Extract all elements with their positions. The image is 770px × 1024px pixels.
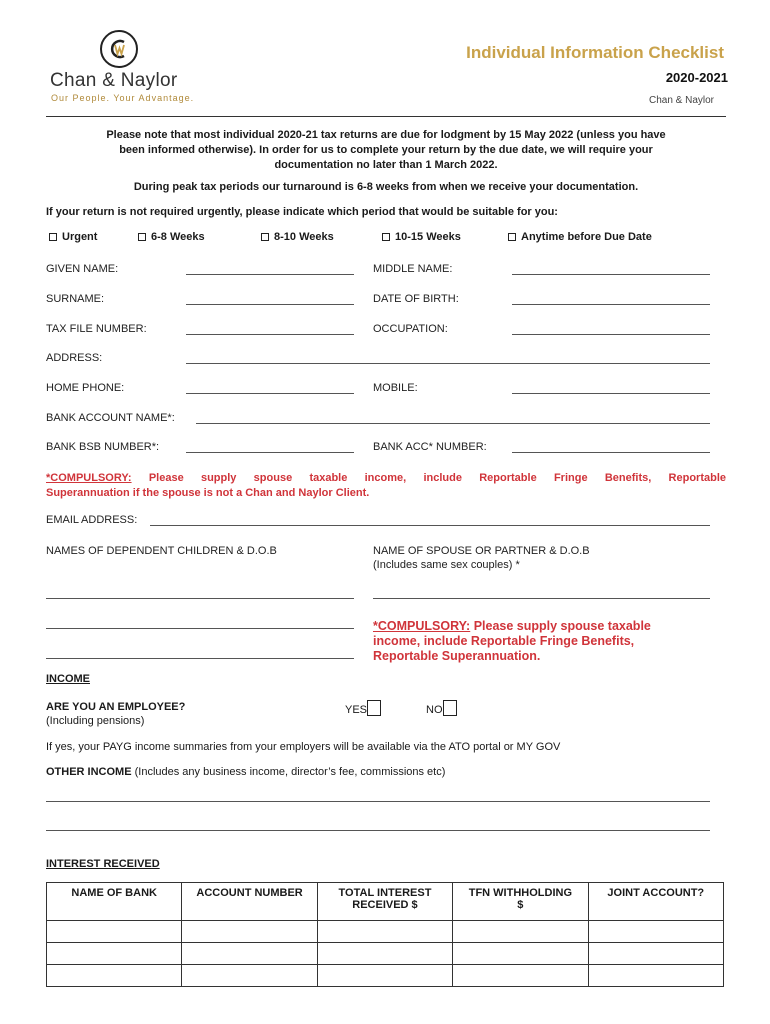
- children-field-3[interactable]: [46, 658, 354, 659]
- checkbox-icon[interactable]: [261, 233, 269, 241]
- table-cell[interactable]: [588, 965, 723, 987]
- dob-field[interactable]: [512, 304, 710, 305]
- employee-no-option[interactable]: NO: [426, 700, 457, 716]
- middle-name-label: MIDDLE NAME:: [373, 263, 453, 275]
- income-heading: INCOME: [46, 673, 90, 685]
- checkbox-icon[interactable]: [367, 700, 381, 716]
- home-phone-label: HOME PHONE:: [46, 382, 125, 394]
- table-cell[interactable]: [453, 921, 588, 943]
- spouse-compulsory-note: *COMPULSORY: Please supply spouse taxable income, include Reportable Fringe Benefits, Reportable Superannuation.: [373, 619, 651, 663]
- compulsory-note: *COMPULSORY: Please supply spouse taxable income, include Reportable Fringe Benefits, Reportable Superannuation if the spouse is not a Chan and Naylor Client.: [46, 472, 726, 499]
- interest-table: [46, 882, 724, 987]
- checkbox-icon[interactable]: [382, 233, 390, 241]
- spouse-field[interactable]: [373, 598, 710, 599]
- table-cell[interactable]: [317, 943, 452, 965]
- checkbox-icon[interactable]: [49, 233, 57, 241]
- intro-line-2: been informed otherwise). In order for us to complete your return by the due date, we will require your: [119, 144, 653, 156]
- brand-name: Chan & Naylor: [50, 70, 178, 91]
- column-header: TFN WITHHOLDING $: [453, 883, 588, 921]
- bank-account-name-field[interactable]: [196, 423, 710, 424]
- table-cell[interactable]: [182, 965, 317, 987]
- spouse-note: (Includes same sex couples) *: [373, 559, 520, 571]
- column-header: NAME OF BANK: [47, 883, 182, 921]
- children-field-1[interactable]: [46, 598, 354, 599]
- bank-bsb-label: BANK BSB NUMBER*:: [46, 441, 160, 453]
- email-label: EMAIL ADDRESS:: [46, 514, 138, 526]
- tfn-label: TAX FILE NUMBER:: [46, 323, 147, 335]
- period-option-urgent[interactable]: Urgent: [49, 231, 97, 243]
- address-field[interactable]: [186, 363, 710, 364]
- period-option-anytime[interactable]: Anytime before Due Date: [508, 231, 652, 243]
- table-cell[interactable]: [317, 921, 452, 943]
- brand-tagline: Our People. Your Advantage.: [51, 93, 195, 103]
- tax-year: 2020-2021: [665, 70, 728, 85]
- interest-heading: INTEREST RECEIVED: [46, 858, 160, 870]
- children-field-2[interactable]: [46, 628, 354, 629]
- mobile-label: MOBILE:: [373, 382, 418, 394]
- period-question: If your return is not required urgently, please indicate which period that would be suitable for you:: [46, 206, 558, 218]
- bank-bsb-field[interactable]: [186, 452, 354, 453]
- table-cell[interactable]: [588, 943, 723, 965]
- employee-subnote: (Including pensions): [46, 715, 145, 727]
- occupation-field[interactable]: [512, 334, 710, 335]
- period-option-6-8-weeks[interactable]: 6-8 Weeks: [138, 231, 205, 243]
- table-row: [47, 965, 724, 987]
- dob-label: DATE OF BIRTH:: [373, 293, 459, 305]
- mobile-field[interactable]: [512, 393, 710, 394]
- surname-label: SURNAME:: [46, 293, 105, 305]
- table-cell[interactable]: [453, 965, 588, 987]
- other-income-label: OTHER INCOME (Includes any business income, director’s fee, commissions etc): [46, 766, 446, 778]
- checkbox-icon[interactable]: [443, 700, 457, 716]
- bank-account-name-label: BANK ACCOUNT NAME*:: [46, 412, 175, 424]
- email-field[interactable]: [150, 525, 710, 526]
- address-label: ADDRESS:: [46, 352, 103, 364]
- table-cell[interactable]: [317, 965, 452, 987]
- logo-icon: [100, 30, 138, 68]
- table-cell[interactable]: [453, 943, 588, 965]
- home-phone-field[interactable]: [186, 393, 354, 394]
- period-option-8-10-weeks[interactable]: 8-10 Weeks: [261, 231, 334, 243]
- table-row: [47, 943, 724, 965]
- occupation-label: OCCUPATION:: [373, 323, 448, 335]
- table-cell[interactable]: [47, 965, 182, 987]
- column-header: ACCOUNT NUMBER: [182, 883, 317, 921]
- table-cell[interactable]: [47, 943, 182, 965]
- intro-line-3: documentation no later than 1 March 2022.: [274, 159, 498, 171]
- surname-field[interactable]: [186, 304, 354, 305]
- checkbox-icon[interactable]: [508, 233, 516, 241]
- employee-yes-option[interactable]: YES: [345, 700, 381, 716]
- column-header: JOINT ACCOUNT?: [588, 883, 723, 921]
- middle-name-field[interactable]: [512, 274, 710, 275]
- period-option-10-15-weeks[interactable]: 10-15 Weeks: [382, 231, 461, 243]
- employee-question: ARE YOU AN EMPLOYEE?: [46, 701, 186, 713]
- page-title: Individual Information Checklist: [466, 43, 724, 62]
- checkbox-icon[interactable]: [138, 233, 146, 241]
- turnaround-note: During peak tax periods our turnaround is 6-8 weeks from when we receive your documentation.: [133, 181, 639, 193]
- table-cell[interactable]: [588, 921, 723, 943]
- other-income-field-1[interactable]: [46, 801, 710, 802]
- table-header-row: [47, 883, 724, 921]
- other-income-field-2[interactable]: [46, 830, 710, 831]
- column-header: TOTAL INTEREST RECEIVED $: [317, 883, 452, 921]
- table-cell[interactable]: [182, 943, 317, 965]
- bank-acc-field[interactable]: [512, 452, 710, 453]
- table-row: [47, 921, 724, 943]
- header-divider: [46, 116, 726, 117]
- tfn-field[interactable]: [186, 334, 354, 335]
- table-cell[interactable]: [47, 921, 182, 943]
- intro-line-1: Please note that most individual 2020-21 tax returns are due for lodgment by 15 May 2022 (unless you have: [106, 129, 666, 141]
- payg-note: If yes, your PAYG income summaries from your employers will be available via the ATO portal or MY GOV: [46, 741, 561, 753]
- spouse-label: NAME OF SPOUSE OR PARTNER & D.O.B: [373, 545, 590, 557]
- given-name-label: GIVEN NAME:: [46, 263, 119, 275]
- bank-acc-label: BANK ACC* NUMBER:: [373, 441, 487, 453]
- firm-name: Chan & Naylor: [648, 95, 714, 106]
- intro-paragraph: [46, 128, 726, 173]
- given-name-field[interactable]: [186, 274, 354, 275]
- table-cell[interactable]: [182, 921, 317, 943]
- children-label: NAMES OF DEPENDENT CHILDREN & D.O.B: [46, 545, 277, 557]
